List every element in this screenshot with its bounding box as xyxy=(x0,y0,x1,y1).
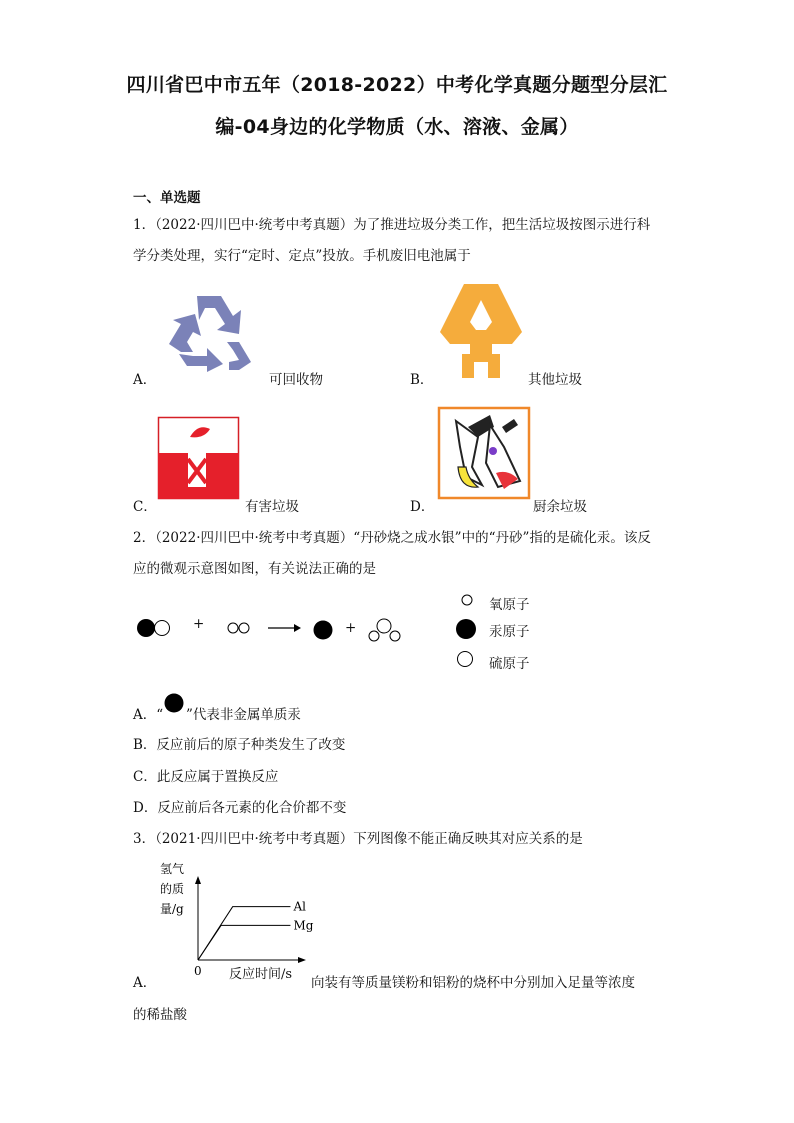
q1-stem-line1: 1．（2022·四川巴中·统考中考真题）为了推进垃圾分类工作，把生活垃圾按图示进行科 xyxy=(133,217,651,233)
chart-origin-label: 0 xyxy=(194,964,202,978)
legend-sulfur-label: 硫原子 xyxy=(489,656,530,672)
series-line-al xyxy=(198,907,290,960)
doc-title-line1: 四川省巴中市五年（2018-2022）中考化学真题分题型分层汇 xyxy=(126,74,668,96)
q2-option-a-text: ”代表非金属单质汞 xyxy=(186,707,301,723)
q3-option-a-text-line1: 向装有等质量镁粉和铝粉的烧杯中分别加入足量等浓度 xyxy=(311,975,635,991)
reaction-arrow-icon xyxy=(268,622,302,634)
q1-option-b-key: B． xyxy=(410,372,434,388)
x-axis-arrow xyxy=(298,957,306,963)
series-label-al: Al xyxy=(293,899,306,914)
q1-option-c-key: C． xyxy=(133,499,157,515)
q2-option-c: C．此反应属于置换反应 xyxy=(133,769,279,785)
q1-option-a-label: 可回收物 xyxy=(269,372,323,388)
chart-ylabel-line: 氢气 xyxy=(160,862,185,876)
reactant-o2-molecule xyxy=(226,621,256,635)
doc-title-line2: 编-04身边的化学物质（水、溶液、金属） xyxy=(215,116,579,138)
product-hg-atom xyxy=(312,619,334,641)
chart-ylabel-line: 量/g xyxy=(160,902,184,916)
series-label-mg: Mg xyxy=(293,918,314,933)
q1-option-d-key: D． xyxy=(410,499,435,515)
hazardous-waste-icon xyxy=(158,417,239,499)
plus-sign: + xyxy=(345,620,357,636)
q2-stem-line1: 2．（2022·四川巴中·统考中考真题）“丹砂烧之成水银”中的“丹砂”指的是硫化汞。该反 xyxy=(133,530,651,546)
q3-option-a-key: A． xyxy=(133,975,157,991)
q2-stem-line2: 应的微观示意图如图，有关说法正确的是 xyxy=(133,561,376,577)
q2-option-d: D．反应前后各元素的化合价都不变 xyxy=(133,800,347,816)
series-line-mg xyxy=(198,925,290,960)
kitchen-waste-icon xyxy=(438,407,530,499)
plus-sign: + xyxy=(193,616,205,632)
q1-option-b-label: 其他垃圾 xyxy=(528,372,582,388)
y-axis-arrow xyxy=(195,876,201,884)
legend-mercury-icon xyxy=(455,618,477,640)
legend-oxygen-icon xyxy=(460,593,474,607)
legend-mercury-label: 汞原子 xyxy=(489,624,530,640)
section-heading: 一、单选题 xyxy=(133,190,201,206)
q1-option-d-label: 厨余垃圾 xyxy=(533,499,587,515)
q3-option-a-text-line2: 的稀盐酸 xyxy=(133,1007,187,1023)
chart-xlabel: 反应时间/s xyxy=(229,967,293,982)
q1-stem-line2: 学分类处理，实行“定时、定点”投放。手机废旧电池属于 xyxy=(133,248,471,264)
recycle-icon xyxy=(163,290,258,378)
legend-oxygen-label: 氧原子 xyxy=(489,597,530,613)
q2-option-a-prefix: A．“ xyxy=(133,707,164,723)
q2-option-b: B．反应前后的原子种类发生了改变 xyxy=(133,737,346,753)
chart-ylabel-line: 的质 xyxy=(160,882,185,896)
other-waste-icon xyxy=(438,282,524,378)
product-so2-molecule xyxy=(367,617,403,643)
q1-option-c-label: 有害垃圾 xyxy=(245,499,299,515)
legend-sulfur-icon xyxy=(456,650,474,668)
q3-stem: 3．（2021·四川巴中·统考中考真题）下列图像不能正确反映其对应关系的是 xyxy=(133,831,583,847)
mercury-atom-icon xyxy=(164,693,184,713)
reactant-hgs-molecule xyxy=(136,618,176,638)
q1-option-a-key: A． xyxy=(133,372,157,388)
